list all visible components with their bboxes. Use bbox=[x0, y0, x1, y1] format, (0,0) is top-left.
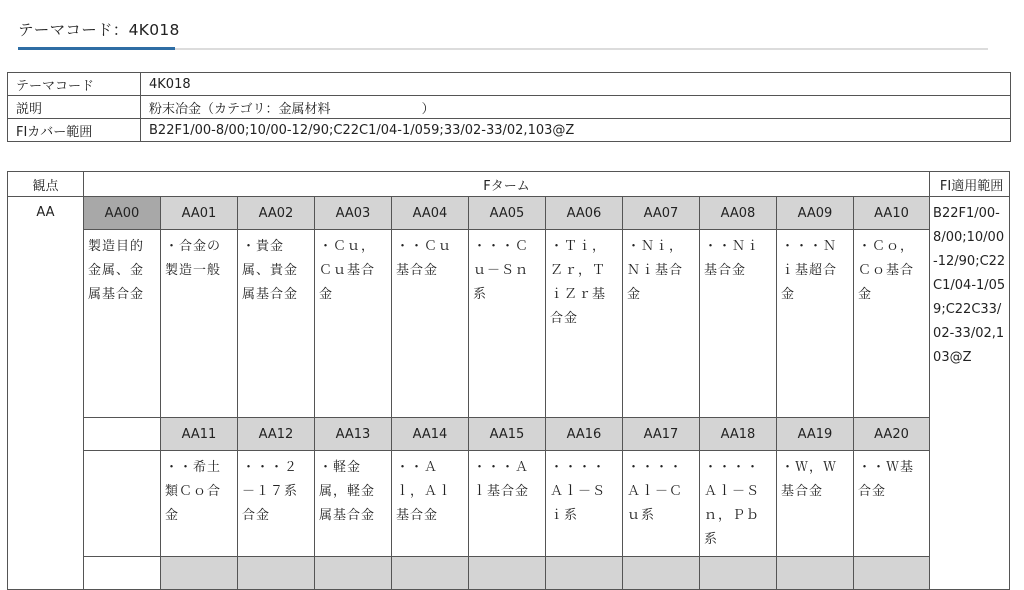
info-row-description bbox=[8, 96, 1011, 119]
header-fi-range: FI適用範囲 bbox=[930, 172, 1010, 197]
info-row-theme-code bbox=[8, 73, 1011, 96]
fterm-desc: 製造目的金属、金属基合金 bbox=[84, 230, 161, 418]
fterm-code[interactable]: AA07 bbox=[623, 197, 700, 230]
fterm-desc: ・・・Ｃｕ－Ｓｎ系 bbox=[469, 230, 546, 418]
info-value: 4K018 bbox=[141, 73, 1011, 96]
fterm-code-next[interactable] bbox=[238, 557, 315, 590]
fterm-desc: ・・・２－１７系合金 bbox=[238, 451, 315, 557]
code-row-3-partial bbox=[8, 557, 1010, 590]
fterm-code-next[interactable] bbox=[161, 557, 238, 590]
empty-cell bbox=[84, 418, 161, 451]
fterm-desc: ・・希土類Ｃｏ合金 bbox=[161, 451, 238, 557]
fterm-code[interactable]: AA15 bbox=[469, 418, 546, 451]
fterm-code[interactable]: AA04 bbox=[392, 197, 469, 230]
fterm-desc: ・合金の製造一般 bbox=[161, 230, 238, 418]
header-viewpoint: 観点 bbox=[8, 172, 84, 197]
header-fterm: Fターム bbox=[84, 172, 930, 197]
empty-cell bbox=[84, 451, 161, 557]
fterm-code[interactable]: AA12 bbox=[238, 418, 315, 451]
fterm-desc: ・Ｔｉ，Ｚｒ，ＴｉＺｒ基合金 bbox=[546, 230, 623, 418]
theme-info-table bbox=[7, 72, 1011, 142]
fterm-table bbox=[7, 171, 1010, 590]
fterm-code[interactable]: AA05 bbox=[469, 197, 546, 230]
desc-row-1 bbox=[8, 230, 1010, 418]
info-key: FIカバー範囲 bbox=[8, 119, 141, 142]
empty-cell bbox=[84, 557, 161, 590]
tab-header bbox=[18, 14, 990, 50]
desc-row-2 bbox=[8, 451, 1010, 557]
info-key: テーマコード bbox=[8, 73, 141, 96]
fterm-desc: ・・・Ｎｉ基超合金 bbox=[777, 230, 854, 418]
fterm-desc: ・・Ｎｉ基合金 bbox=[700, 230, 777, 418]
fterm-desc: ・・・・Ａｌ－Ｃｕ系 bbox=[623, 451, 700, 557]
fterm-code[interactable]: AA06 bbox=[546, 197, 623, 230]
fterm-code[interactable]: AA10 bbox=[854, 197, 930, 230]
fterm-code[interactable]: AA19 bbox=[777, 418, 854, 451]
fterm-code[interactable]: AA13 bbox=[315, 418, 392, 451]
fterm-code-next[interactable] bbox=[469, 557, 546, 590]
fterm-code[interactable]: AA08 bbox=[700, 197, 777, 230]
info-row-fi-cover bbox=[8, 119, 1011, 142]
code-row-1 bbox=[8, 197, 1010, 230]
fterm-code[interactable]: AA14 bbox=[392, 418, 469, 451]
fterm-desc: ・・・Ａｌ基合金 bbox=[469, 451, 546, 557]
fterm-desc: ・・Ｃｕ基合金 bbox=[392, 230, 469, 418]
fterm-code-next[interactable] bbox=[700, 557, 777, 590]
fterm-desc: ・・・・Ａｌ－Ｓｉ系 bbox=[546, 451, 623, 557]
fterm-code[interactable]: AA17 bbox=[623, 418, 700, 451]
fterm-desc: ・・・・Ａｌ－Ｓｎ，Ｐｂ系 bbox=[700, 451, 777, 557]
fterm-code[interactable]: AA00 bbox=[84, 197, 161, 230]
fterm-code-next[interactable] bbox=[315, 557, 392, 590]
fterm-code[interactable]: AA16 bbox=[546, 418, 623, 451]
fterm-desc: ・Ｃｏ，Ｃｏ基合金 bbox=[854, 230, 930, 418]
fterm-desc: ・Ｃｕ，Ｃｕ基合金 bbox=[315, 230, 392, 418]
fterm-code[interactable]: AA11 bbox=[161, 418, 238, 451]
fterm-code-next[interactable] bbox=[623, 557, 700, 590]
fterm-desc: ・軽金属，軽金属基合金 bbox=[315, 451, 392, 557]
fterm-code[interactable]: AA09 bbox=[777, 197, 854, 230]
fterm-code-next[interactable] bbox=[777, 557, 854, 590]
tab-title[interactable]: テーマコード：4K018 bbox=[18, 21, 180, 39]
fterm-desc: ・貴金属、貴金属基合金 bbox=[238, 230, 315, 418]
fterm-code[interactable]: AA01 bbox=[161, 197, 238, 230]
fterm-desc: ・・Ａｌ，Ａｌ基合金 bbox=[392, 451, 469, 557]
fterm-code[interactable]: AA18 bbox=[700, 418, 777, 451]
fterm-desc: ・Ｎｉ，Ｎｉ基合金 bbox=[623, 230, 700, 418]
fterm-code[interactable]: AA03 bbox=[315, 197, 392, 230]
code-row-2 bbox=[8, 418, 1010, 451]
fterm-desc: ・・Ｗ基合金 bbox=[854, 451, 930, 557]
fi-range-cell: B22F1/00-8/00;10/00-12/90;C22C1/04-1/059;C22C33/02-33/02,103@Z bbox=[930, 197, 1010, 590]
tab-active-indicator bbox=[18, 47, 175, 50]
fterm-code-next[interactable] bbox=[854, 557, 930, 590]
info-key: 説明 bbox=[8, 96, 141, 119]
fterm-code[interactable]: AA20 bbox=[854, 418, 930, 451]
fterm-header-row bbox=[8, 172, 1010, 197]
fterm-code-next[interactable] bbox=[546, 557, 623, 590]
fterm-code[interactable]: AA02 bbox=[238, 197, 315, 230]
viewpoint-label: AA bbox=[8, 197, 84, 590]
info-value: B22F1/00-8/00;10/00-12/90;C22C1/04-1/059;33/02-33/02,103@Z bbox=[141, 119, 1011, 142]
fterm-code-next[interactable] bbox=[392, 557, 469, 590]
fterm-desc: ・Ｗ，Ｗ基合金 bbox=[777, 451, 854, 557]
info-value: 粉末冶金（カテゴリ：金属材料 ） bbox=[141, 96, 1011, 119]
